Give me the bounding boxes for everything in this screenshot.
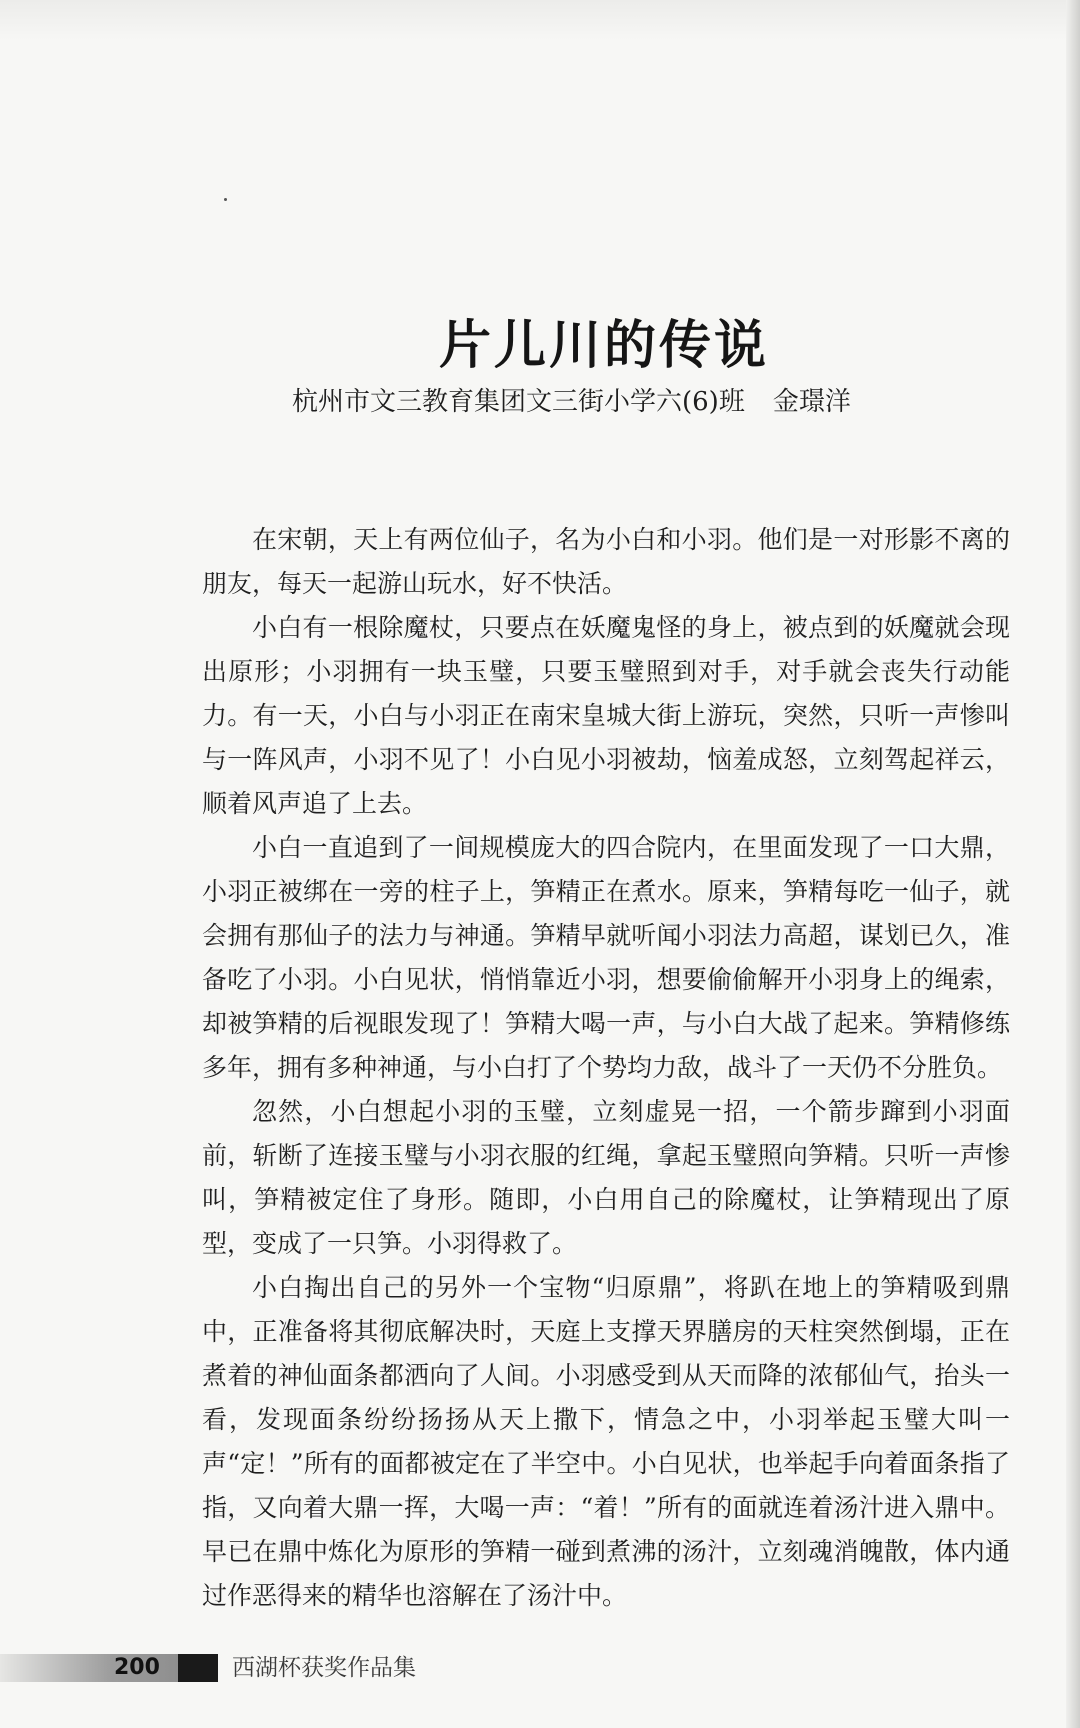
paragraph: 小白一直追到了一间规模庞大的四合院内，在里面发现了一口大鼎，小羽正被绑在一旁的柱子上，笋精正在煮水。原来，笋精每吃一仙子，就会拥有那仙子的法力与神通。笋精早就听闻小羽法力高超，谋划已久，准备吃了小羽。小白见状，悄悄靠近小羽，想要偷偷解开小羽身上的绳索，却被笋精的后视眼发现了！笋精大喝一声，与小白大战了起来。笋精修练多年，拥有多种神通，与小白打了个势均力敌，战斗了一天仍不分胜负。 [202,833,1010,1082]
page-shadow [0,0,1080,40]
author-line [292,381,932,418]
paragraph: 小白掏出自己的另外一个宝物“归原鼎”，将趴在地上的笋精吸到鼎中，正准备将其彻底解决时，天庭上支撑天界膳房的天柱突然倒塌，正在煮着的神仙面条都洒向了人间。小羽感受到从天而降的浓郁仙气，抬头一看，发现面条纷纷扬扬从天上撒下，情急之中，小羽举起玉璧大叫一声“定！”所有的面都被定在了半空中。小白见状，也举起手向着面条指了指，又向着大鼎一挥，大喝一声：“着！”所有的面就连着汤汁进入鼎中。早已在鼎中炼化为原形的笋精一碰到煮沸的汤汁，立刻魂消魄散，体内通过作恶得来的精华也溶解在了汤汁中。 [202,1273,1010,1610]
paragraph: 在宋朝，天上有两位仙子，名为小白和小羽。他们是一对形影不离的朋友，每天一起游山玩水，好不快活。 [202,525,1010,598]
footer-marker [178,1654,218,1682]
page-number: 200 [114,1655,160,1680]
author-name: 金璟洋 [772,387,851,417]
footer-bar [0,1654,200,1682]
paragraph: 忽然，小白想起小羽的玉璧，立刻虚晃一招，一个箭步蹿到小羽面前，斩断了连接玉璧与小羽衣服的红绳，拿起玉璧照向笋精。只听一声惨叫，笋精被定住了身形。随即，小白用自己的除魔杖，让笋精现出了原型，变成了一只笋。小羽得救了。 [202,1097,1010,1258]
book-title: 西湖杯获奖作品集 [232,1655,416,1681]
article-body [202,518,1010,1618]
scan-speck [224,198,227,201]
author-school: 杭州市文三教育集团文三街小学六(6)班 [292,387,745,417]
paragraph: 小白有一根除魔杖，只要点在妖魔鬼怪的身上，被点到的妖魔就会现出原形；小羽拥有一块玉璧，只要玉璧照到对手，对手就会丧失行动能力。有一天，小白与小羽正在南宋皇城大街上游玩，突然，只听一声惨叫与一阵风声，小羽不见了！小白见小羽被劫，恼羞成怒，立刻驾起祥云，顺着风声追了上去。 [202,613,1010,818]
article-title: 片儿川的传说 [438,315,769,376]
page-edge-shadow [1066,0,1080,1728]
